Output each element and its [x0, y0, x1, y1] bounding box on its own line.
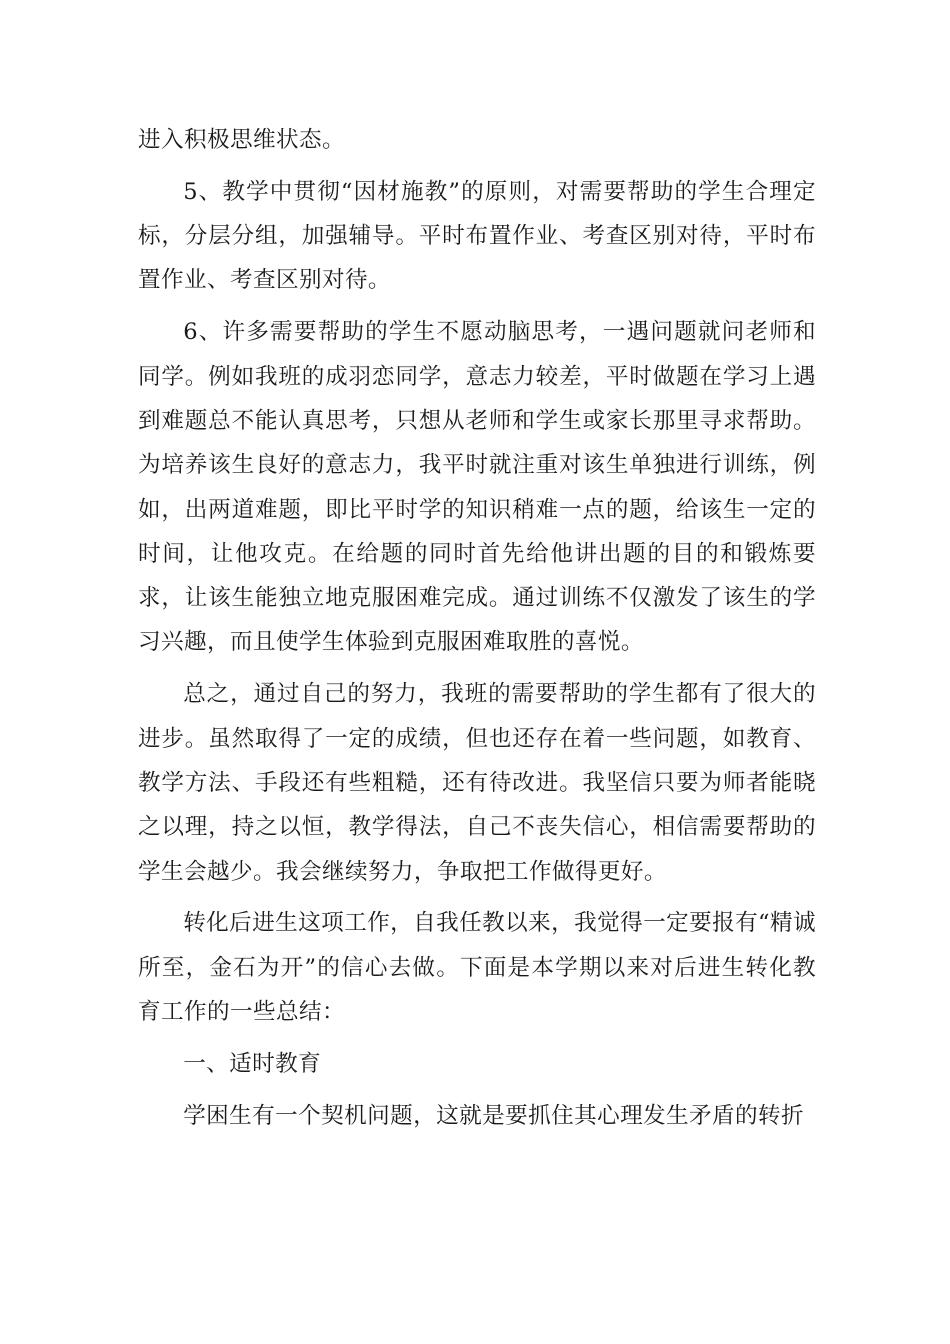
- paragraph-intro: 转化后进生这项工作，自我任教以来，我觉得一定要报有“精诚所至，金石为开”的信心去做。下面是本学期以来对后进生转化教育工作的一些总结：: [138, 910, 817, 1026]
- paragraph-continuation: 进入积极思维状态。: [138, 127, 345, 153]
- section-heading: 一、适时教育: [183, 1050, 322, 1077]
- paragraph-summary: 总之，通过自己的努力，我班的需要帮助的学生都有了很大的进步。虽然取得了一定的成绩，但也还存在着一些问题，如教育、教学方法、手段还有些粗糙，还有待改进。我坚信只要为师者能晓之以理，持之以恒，教学得法，自己不丧失信心，相信需要帮助的学生会越少。我会继续努力，争取把工作做得更好。: [138, 681, 816, 885]
- paragraph-item-6: 6、许多需要帮助的学生不愿动脑思考，一遇问题就问老师和同学。例如我班的成羽恋同学，意志力较差，平时做题在学习上遇到难题总不能认真思考，只想从老师和学生或家长那里寻求帮助。为培养该生良好的意志力，我平时就注重对该生单独进行训练，例如，出两道难题，即比平时学的知识稍难一点的题，给该生一定的时间，让他攻克。在给题的同时首先给他讲出题的目的和锻炼要求，让该生能独立地克服困难完成。通过训练不仅激发了该生的学习兴趣，而且使学生体验到克服困难取胜的喜悦。: [138, 319, 816, 656]
- paragraph-item-5: 5、教学中贯彻“因材施教”的原则，对需要帮助的学生合理定标，分层分组，加强辅导。平时布置作业、考查区别对待，平时布置作业、考查区别对待。: [138, 178, 816, 294]
- paragraph-timely-education: 学困生有一个契机问题，这就是要抓住其心理发生矛盾的转折: [183, 1102, 805, 1129]
- document-body: [138, 118, 816, 1146]
